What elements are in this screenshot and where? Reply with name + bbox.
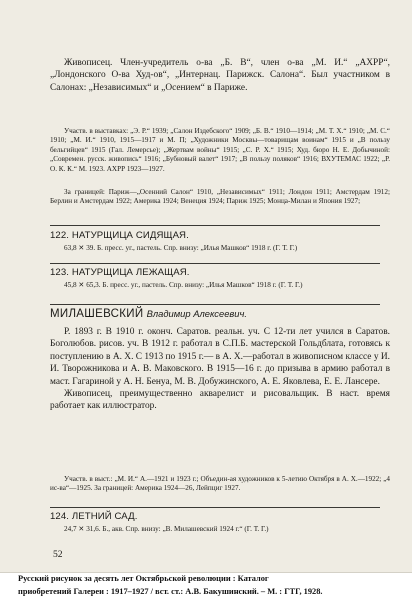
entry-124-details	[64, 525, 390, 534]
abroad-text: За границей: Париж—„Осенний Салон“ 1910, „Независимых“ 1911; Лондон 1911; Амстердам 1912; Берлин и Амстердам 1922; Америка 1924; Венеция 1924; Париж 1925; Монца-Милан и Япония 1927;	[50, 188, 390, 206]
entry-124	[50, 510, 390, 523]
biography-continued	[50, 57, 390, 94]
artist-heading	[50, 307, 390, 321]
entry-title: 122. НАТУРЩИЦА СИДЯЩАЯ.	[50, 230, 189, 241]
exhibitions-block	[50, 127, 390, 174]
artist-given-names: Владимир Алексеевич.	[146, 308, 247, 319]
exhibitions-text: Участв. в выставках: „Э. Р.“ 1939; „Салон Издебского“ 1909; „Б. В.“ 1910—1914; „М. Т. Х.“ 1910; „М. С.“ 1910; „М. И.“ 1910, 1915—1917 и М. П; „Художники Москвы—товарищам воинам“ 1915 и „В пользу бельгийцев“ 1915 (Гал. Лемерсье); „Жертвам войны“ 1915; „С. Р. Х.“ 1915; Худ. бюро Н. Е. Добычиной: „Современ. русск. живопись“ 1916; „Бубновый валет“ 1917; „В пользу поляков“ 1916; ВХУТЕМАС 1922; „Р. О. К. К.“ М. 1923. АХРР 1923—1927.	[50, 127, 390, 173]
entry-122-details	[64, 244, 390, 253]
entry-details: 24,7 ✕ 31,6. Б., акв. Спр. внизу: „В. Милашевский 1924 г.“ (Г. Т. Г.)	[64, 525, 269, 533]
entry-details: 63,8 ✕ 39. Б. пресс. уг., пастель. Спр. внизу: „Илья Машков“ 1918 г. (Г. Т. Г.)	[64, 244, 298, 252]
entry-title: 123. НАТУРЩИЦА ЛЕЖАЩАЯ.	[50, 267, 190, 278]
divider	[50, 304, 380, 305]
entry-details: 45,8 ✕ 65,3. Б. пресс. уг., пастель. Спр. внизу: „Илья Машков“ 1918 г. (Г. Т. Г.)	[64, 281, 303, 289]
divider	[50, 507, 380, 508]
artist-bio	[50, 326, 390, 413]
page-number: 52	[53, 549, 63, 560]
entry-123-details	[64, 281, 390, 290]
caption-line-1: Русский рисунок за десять лет Октябрьской революции : Каталог	[18, 574, 269, 583]
entry-123	[50, 266, 390, 279]
artist-exhibitions-text: Участв. в выст.: „М. И.“ А.—1921 и 1923 г.; Объедин-ая художников к 5-летию Октября в А. Х.—1922; „4 ис-ва“—1925. За границей: Америка 1924—26, Лейпциг 1927.	[50, 475, 390, 493]
caption-line-2: приобретений Галереи : 1917–1927 / вст. ст.: А.В. Бакушинский. – М. : ГТГ, 1928.	[18, 586, 323, 596]
citation-caption	[0, 573, 412, 600]
artist-exhibitions	[50, 475, 390, 494]
entry-122	[50, 229, 390, 242]
entry-title: 124. ЛЕТНИЙ САД.	[50, 511, 138, 522]
artist-bio-text: Р. 1893 г. В 1910 г. оконч. Саратов. реальн. уч. С 12-ти лет учился в Саратов. Боголюбов. рисов. уч. В 1912 г. работал в С.П.Б. мастерской Гольдблата, готовясь к поступлению в А. Х. С 1913 по 1915 г.— в А. Х.—работал в живописном классе у И. И. Творожникова и А. В. Маковского. В 1915—16 г. до призыва в армию работал в маст. Гагариной у А. Н. Бенуа, М. В. Добужинского, А. Е. Яковлева, Е. Е. Лансере.	[50, 327, 390, 387]
artist-role-text: Живописец, преимущественно акварелист и рисовальщик. В наст. время работает как иллюстратор.	[50, 389, 390, 412]
divider	[50, 263, 380, 264]
biography-paragraph: Живописец. Член-учредитель о-ва „Б. В“, член о-ва „М. И.“ „АХРР“, „Лондонского О-ва Худ-ов“, „Интернац. Парижск. Салона“. Был участником в Салонах: „Независимых“ и „Осением“ в Париже.	[50, 58, 390, 93]
divider	[50, 225, 380, 226]
abroad-block	[50, 188, 390, 207]
artist-surname: МИЛАШЕВСКИЙ	[50, 308, 144, 320]
